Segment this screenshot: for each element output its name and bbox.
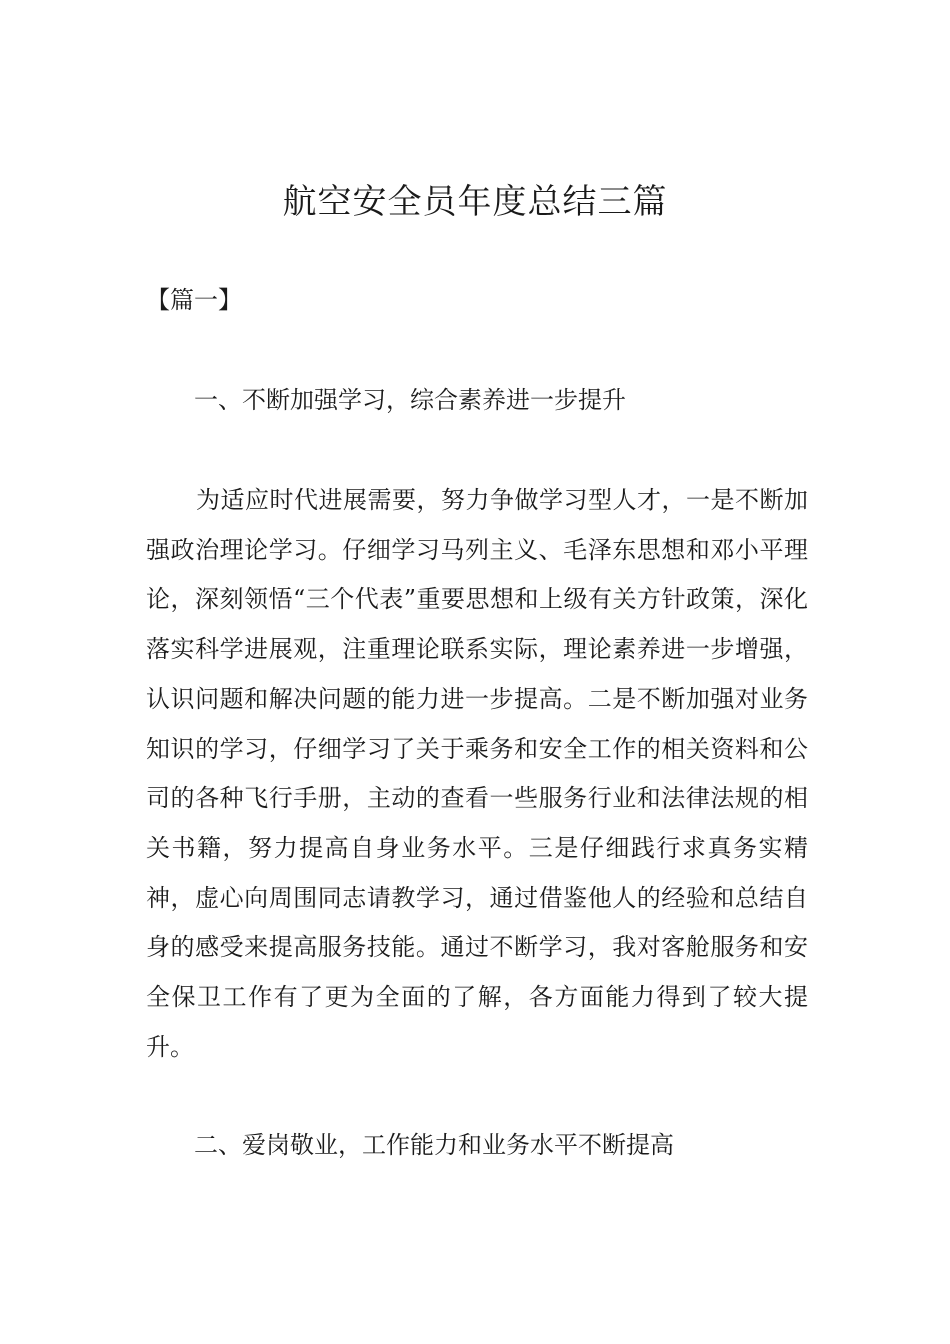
section-heading-1: 一、不断加强学习，综合素养进一步提升 [194,386,626,414]
section-heading-2: 二、爱岗敬业，工作能力和业务水平不断提高 [194,1131,674,1159]
body-paragraph-1: 为适应时代进展需要，努力争做学习型人才，一是不断加强政治理论学习。仔细学习马列主义、毛泽东思想和邓小平理论，深刻领悟“三个代表”重要思想和上级有关方针政策，深化落实科学进展观，注重理论联系实际，理论素养进一步增强，认识问题和解决问题的能力进一步提高。二是不断加强对业务知识的学习，仔细学习了关于乘务和安全工作的相关资料和公司的各种飞行手册，主动的查看一些服务行业和法律法规的相关书籍，努力提高自身业务水平。三是仔细践行求真务实精神，虚心向周围同志请教学习，通过借鉴他人的经验和总结自身的感受来提高服务技能。通过不断学习，我对客舱服务和安全保卫工作有了更为全面的了解，各方面能力得到了较大提升。 [146,486,808,1061]
document-title: 航空安全员年度总结三篇 [282,182,668,222]
section-label: 【篇一】 [146,286,242,314]
